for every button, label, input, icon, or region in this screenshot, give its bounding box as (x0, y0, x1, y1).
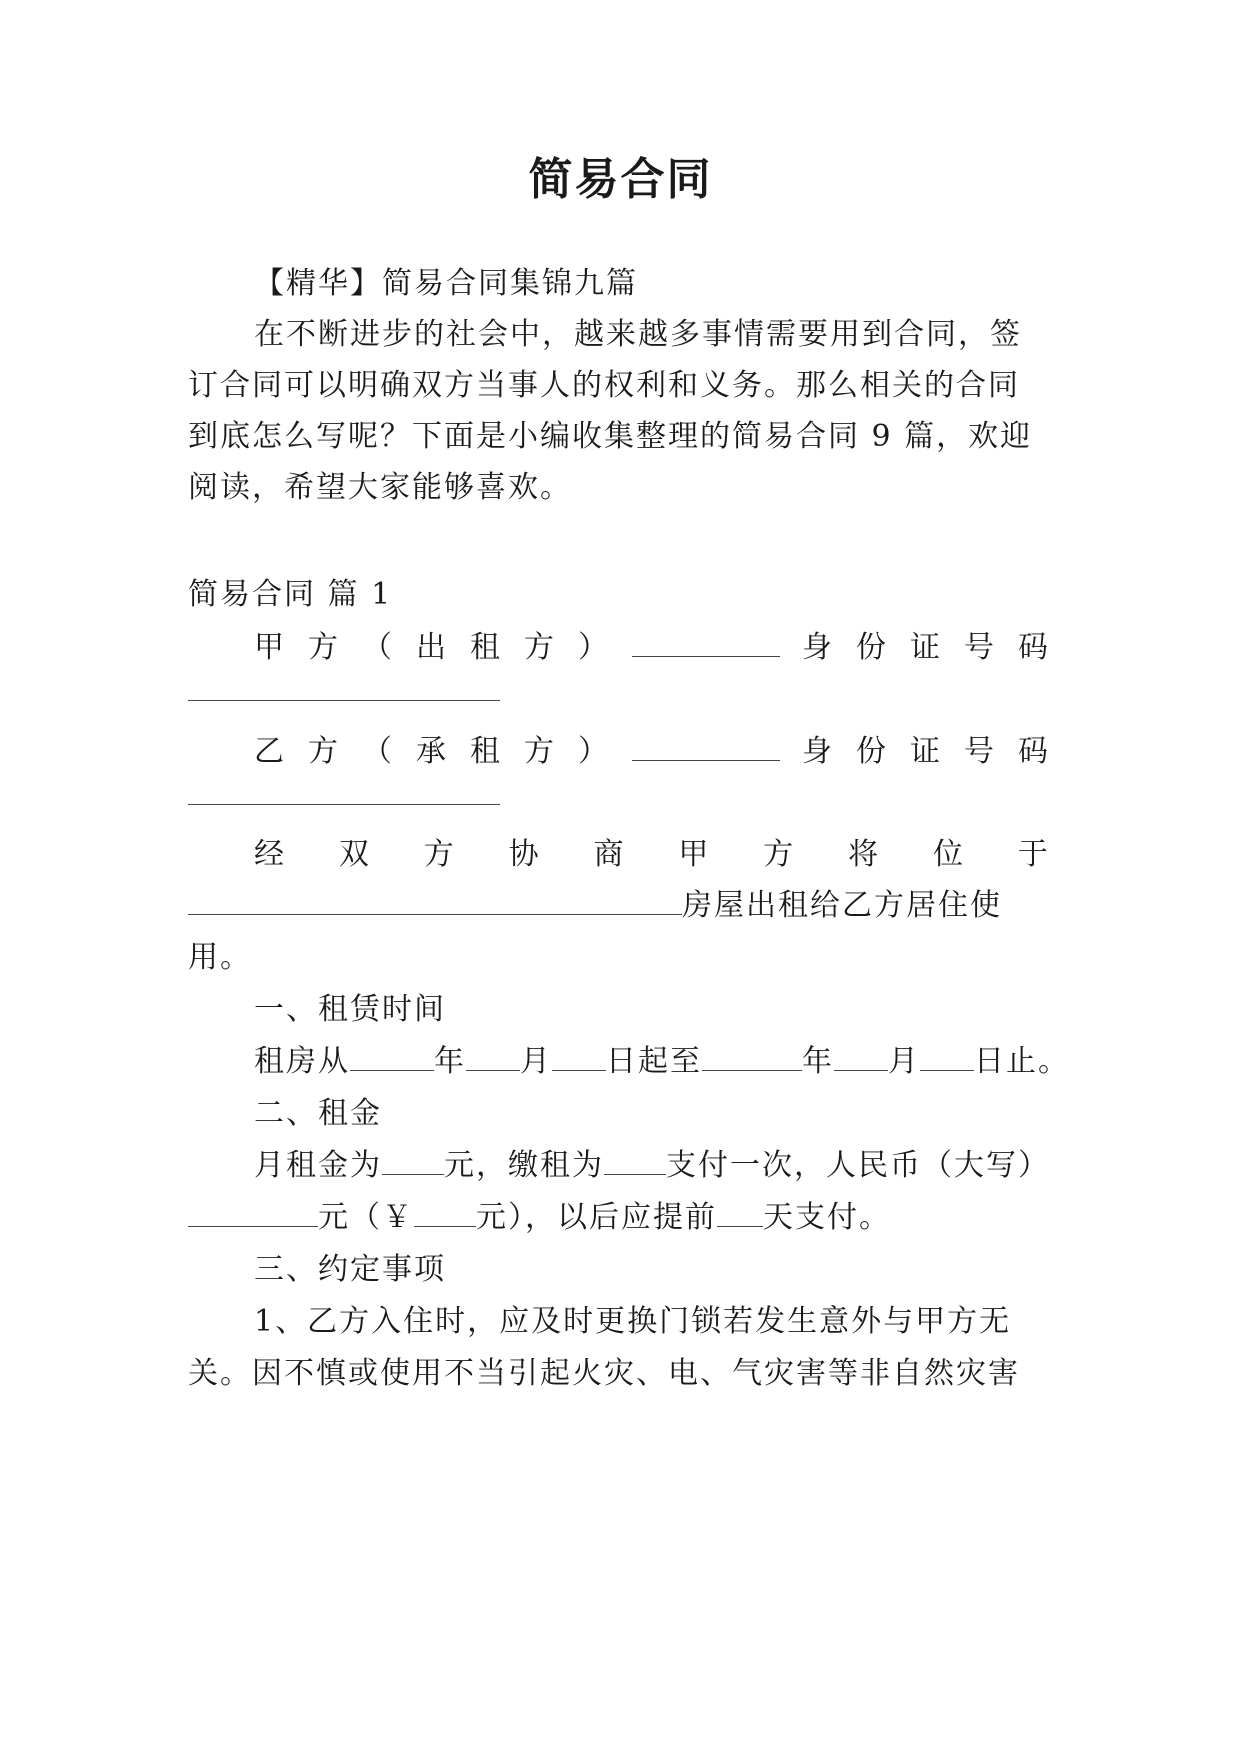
id-label-char: 码 (1018, 734, 1050, 769)
rent-uppercase-blank (188, 1196, 318, 1227)
house-end: 用。 (188, 940, 252, 975)
item-1-line-1: 1、乙方入住时，应及时更换门锁若发生意外与甲方无 (254, 1304, 1012, 1339)
start-year-blank (350, 1040, 434, 1071)
monthly-rent-blank (382, 1144, 444, 1175)
party-b-char: ） (578, 734, 610, 769)
negotiate-char: 甲 (678, 837, 711, 872)
id-label-char: 号 (964, 630, 996, 665)
item-1-line-2: 关。因不慎或使用不当引起火灾、电、气灾害等非自然灾害 (188, 1356, 1020, 1391)
intro-line-4: 阅读，希望大家能够喜欢。 (188, 470, 572, 505)
negotiate-char: 商 (593, 837, 626, 872)
negotiate-line (188, 833, 1050, 877)
intro-heading: 【精华】简易合同集锦九篇 (254, 266, 638, 301)
party-a-char: （ (362, 630, 394, 665)
negotiate-char: 将 (848, 837, 881, 872)
intro-line-1 (188, 313, 1050, 357)
party-b-char: 租 (470, 734, 502, 769)
rent-line (188, 1144, 1050, 1188)
lease-period-line (188, 1040, 1070, 1084)
start-day-blank (552, 1040, 606, 1071)
negotiate-char: 于 (1017, 837, 1050, 872)
id-label-char: 份 (856, 734, 888, 769)
house-text: 房屋出租给乙方居住使 (682, 888, 1002, 923)
month-label: 月 (520, 1044, 552, 1079)
start-month-blank (466, 1040, 520, 1071)
party-b-name-blank (632, 730, 780, 761)
negotiate-char: 方 (763, 837, 796, 872)
month-label: 月 (888, 1044, 920, 1079)
intro-line-2 (188, 364, 1050, 408)
day-to-label: 日止。 (974, 1044, 1070, 1079)
party-a-char: 方 (524, 630, 556, 665)
payment-cycle-label: 元，缴租为 (444, 1148, 604, 1183)
document-title: 简易合同 (528, 154, 713, 205)
id-label-char: 身 (802, 734, 834, 769)
id-label-char: 证 (910, 630, 942, 665)
party-b-id-blank (188, 804, 500, 805)
rent-number-blank (414, 1196, 476, 1227)
section-heading: 简易合同 篇 1 (188, 577, 393, 612)
clause-1-title: 一、租赁时间 (254, 992, 446, 1027)
pay-once-label: 支付一次，人民币（大写） (666, 1148, 1050, 1183)
clause-2-title: 二、租金 (254, 1096, 382, 1131)
rent-from-label: 租房从 (254, 1044, 350, 1079)
party-b-char: 承 (416, 734, 448, 769)
yuan-paren-label: 元（￥ (318, 1200, 414, 1235)
end-year-blank (702, 1040, 802, 1071)
negotiate-char: 方 (423, 837, 456, 872)
house-line (188, 884, 1050, 928)
house-address-blank (188, 884, 682, 915)
id-label-char: 身 (802, 630, 834, 665)
intro-text-1: 在不断进步的社会中，越来越多事情需要用到合同，签 (254, 317, 1022, 352)
end-month-blank (834, 1040, 888, 1071)
negotiate-char: 位 (933, 837, 965, 872)
party-b-char: 方 (524, 734, 556, 769)
negotiate-char: 协 (508, 837, 541, 872)
advance-label: 元），以后应提前 (476, 1200, 717, 1235)
party-a-char: 出 (416, 630, 448, 665)
party-a-char: ） (578, 630, 610, 665)
advance-days-blank (717, 1196, 763, 1227)
party-a-name-blank (632, 626, 780, 657)
negotiate-char: 经 (254, 837, 286, 872)
year-label: 年 (434, 1044, 466, 1079)
party-b-line (188, 730, 1050, 774)
id-label-char: 份 (856, 630, 888, 665)
intro-line-3 (188, 415, 1050, 459)
payment-cycle-blank (604, 1144, 666, 1175)
party-b-char: 乙 (254, 734, 286, 769)
year-label: 年 (802, 1044, 834, 1079)
party-a-id-blank (188, 700, 500, 701)
id-label-char: 证 (910, 734, 942, 769)
party-a-char: 方 (308, 630, 340, 665)
monthly-rent-label: 月租金为 (254, 1148, 382, 1183)
party-a-char: 租 (470, 630, 502, 665)
end-day-blank (920, 1040, 974, 1071)
intro-text-3: 到底怎么写呢？下面是小编收集整理的简易合同 9 篇，欢迎 (188, 419, 1033, 454)
intro-text-2: 订合同可以明确双方当事人的权利和义务。那么相关的合同 (188, 368, 1020, 403)
rent-amount-line (188, 1196, 1050, 1240)
party-a-line (188, 626, 1050, 670)
clause-3-title: 三、约定事项 (254, 1252, 446, 1287)
id-label-char: 号 (964, 734, 996, 769)
days-pay-label: 天支付。 (763, 1200, 891, 1235)
day-from-label: 日起至 (606, 1044, 702, 1079)
party-b-char: 方 (308, 734, 340, 769)
negotiate-char: 双 (338, 837, 371, 872)
id-label-char: 码 (1018, 630, 1050, 665)
party-a-char: 甲 (254, 630, 286, 665)
party-b-char: （ (362, 734, 394, 769)
